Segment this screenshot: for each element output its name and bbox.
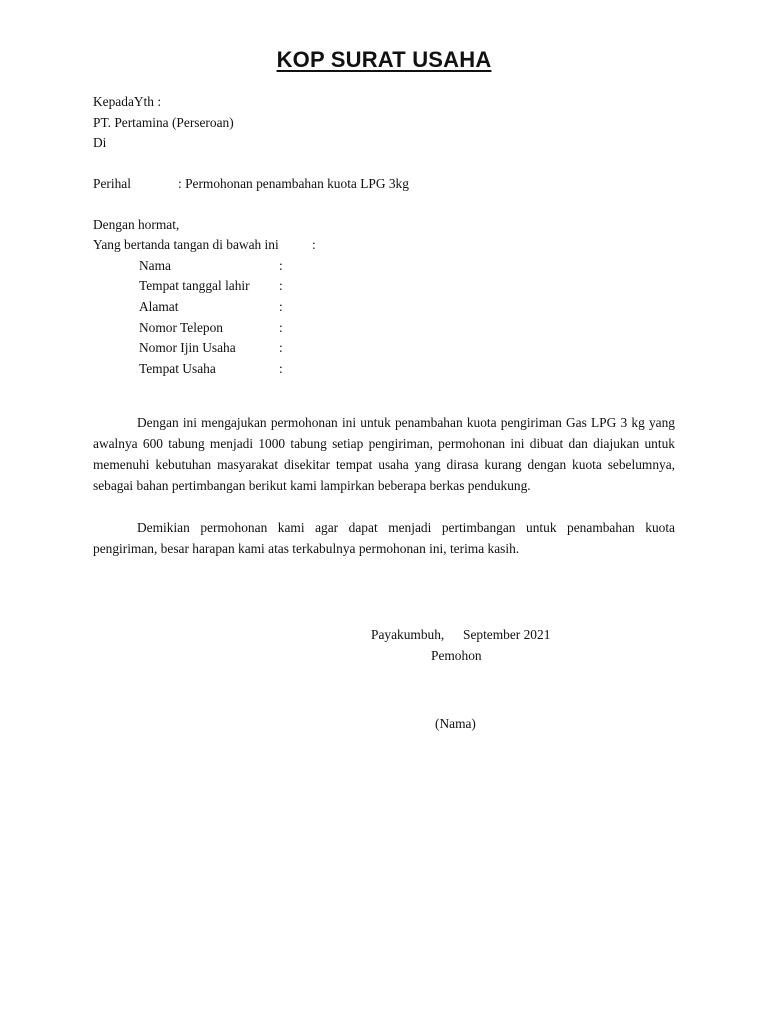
recipient-salutation: KepadaYth : bbox=[93, 94, 162, 109]
field-colon: : bbox=[279, 278, 283, 293]
closing-role: Pemohon bbox=[431, 648, 482, 663]
field-colon: : bbox=[279, 340, 283, 355]
field-colon: : bbox=[279, 361, 283, 376]
field-colon: : bbox=[279, 320, 283, 335]
field-colon: : bbox=[279, 258, 283, 273]
subject-label: Perihal bbox=[93, 176, 131, 191]
closing-place: Payakumbuh, bbox=[371, 627, 445, 642]
field-label-tempat-tanggal-lahir: Tempat tanggal lahir bbox=[139, 278, 250, 293]
closing-date: September 2021 bbox=[463, 627, 551, 642]
signatory-name-placeholder: (Nama) bbox=[435, 716, 476, 731]
subject-value: : Permohonan penambahan kuota LPG 3kg bbox=[178, 176, 409, 191]
letterhead-title: KOP SURAT USAHA bbox=[276, 47, 492, 72]
field-label-alamat: Alamat bbox=[139, 299, 179, 314]
body-paragraph-closing: Demikian permohonan kami agar dapat menjadi pertimbangan untuk penambahan kuota pengiriman, besar harapan kami atas terkabulnya permohonan ini, terima kasih. bbox=[93, 520, 675, 556]
field-label-tempat-usaha: Tempat Usaha bbox=[139, 361, 216, 376]
recipient-company: PT. Pertamina (Perseroan) bbox=[93, 115, 234, 130]
field-label-nomor-telepon: Nomor Telepon bbox=[139, 320, 223, 335]
field-label-nomor-ijin-usaha: Nomor Ijin Usaha bbox=[139, 340, 236, 355]
signatory-intro: Yang bertanda tangan di bawah ini bbox=[93, 237, 279, 252]
signatory-colon: : bbox=[312, 237, 316, 252]
recipient-location: Di bbox=[93, 135, 107, 150]
field-colon: : bbox=[279, 299, 283, 314]
body-paragraph-request: Dengan ini mengajukan permohonan ini untuk penambahan kuota pengiriman Gas LPG 3 kg yang awalnya 600 tabung menjadi 1000 tabung setiap pengiriman, permohonan ini dibuat dan diajukan untuk memenuhi kebutuhan masyarakat disekitar tempat usaha yang dirasa kurang dengan kuota sebelumnya, sebagai bahan pertimbangan berikut kami lampirkan beberapa berkas pendukung. bbox=[93, 415, 675, 493]
greeting: Dengan hormat, bbox=[93, 217, 180, 232]
field-label-nama: Nama bbox=[139, 258, 171, 273]
